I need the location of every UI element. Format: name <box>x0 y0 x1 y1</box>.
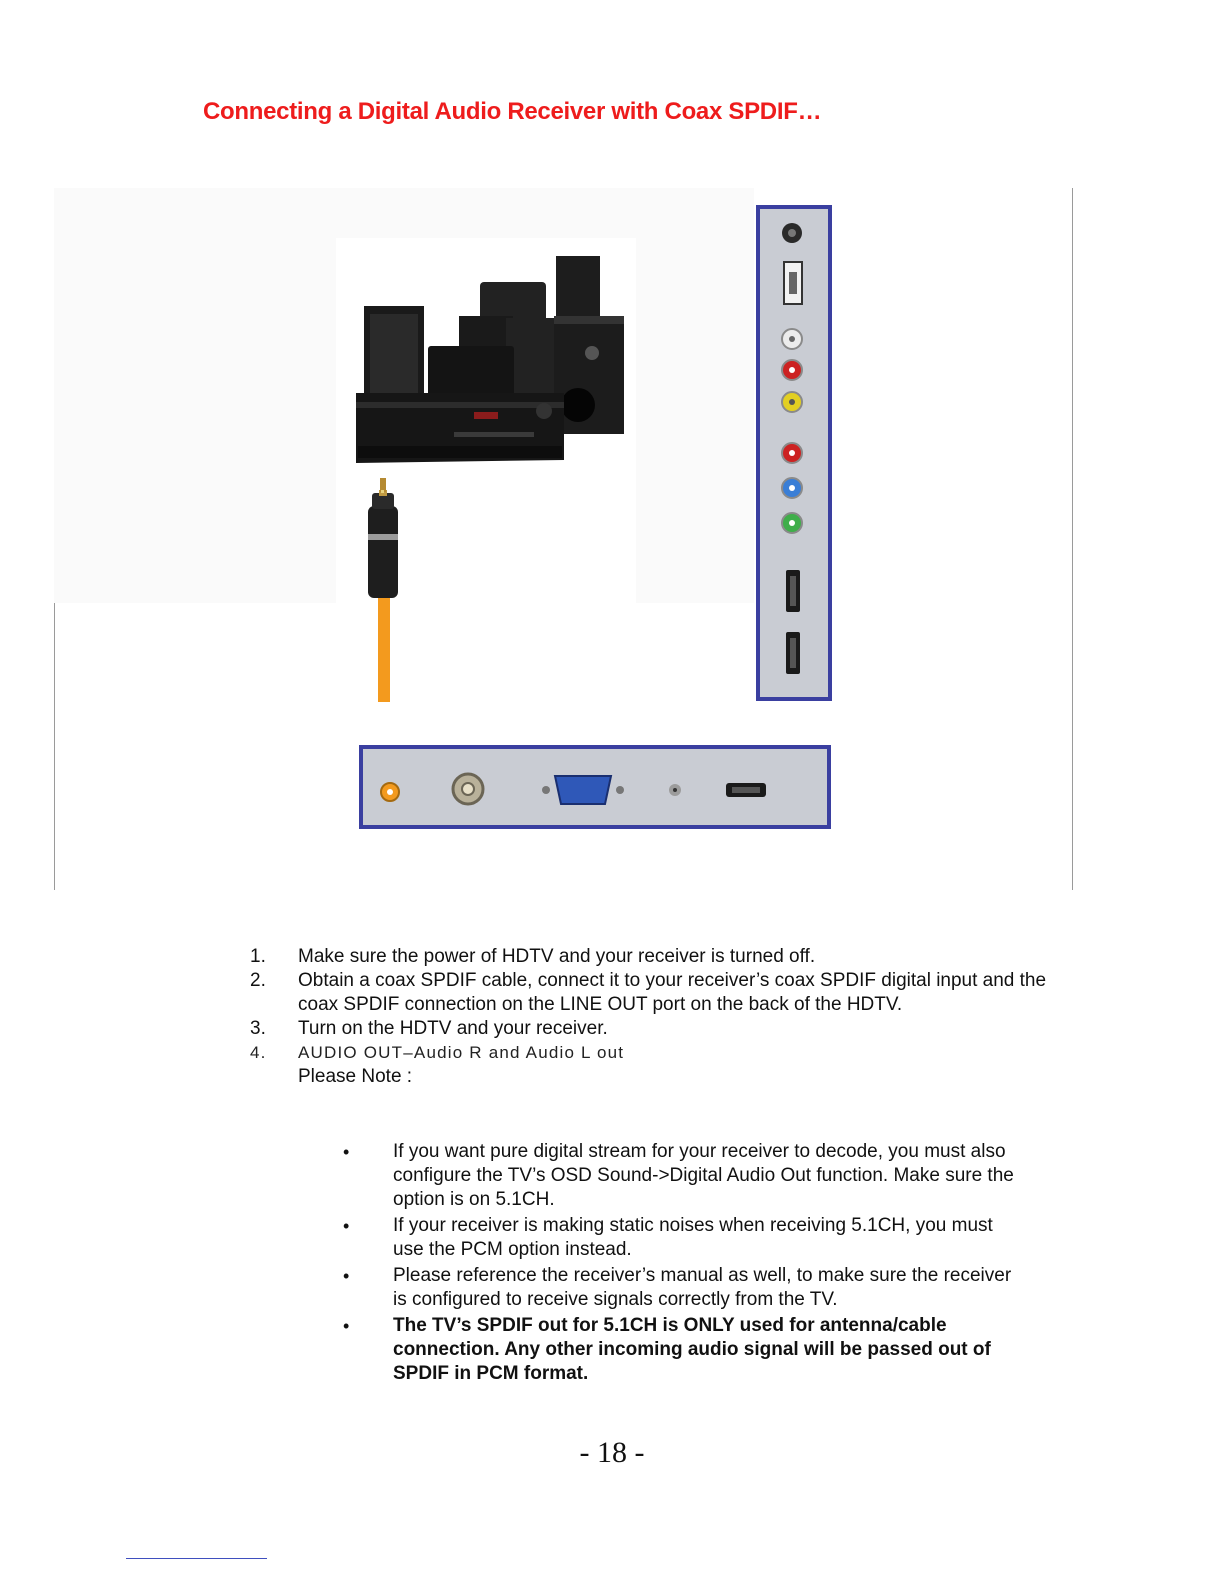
step-item <box>250 969 1050 1017</box>
step-text: Make sure the power of HDTV and your receiver is turned off. <box>298 946 816 967</box>
tv-rear-input-panel <box>361 747 829 827</box>
bullet-text: Please reference the receiver’s manual as well, to make sure the receiver is configured to receive signals correctly from the TV. <box>393 1265 1012 1310</box>
bullet-text: If you want pure digital stream for your receiver to decode, you must also configure the TV’s OSD Sound->Digital Audio Out function. Make sure the option is on 5.1CH. <box>393 1141 1014 1210</box>
bullet-symbol: • <box>343 1266 350 1286</box>
step-text: AUDIO OUT–Audio R and Audio L out <box>298 1043 625 1062</box>
note-bullets <box>343 1140 1023 1388</box>
page-title: Connecting a Digital Audio Receiver with Coax SPDIF… <box>203 98 822 125</box>
bullet-symbol: • <box>343 1316 350 1336</box>
figure-right-border <box>1072 188 1073 890</box>
instruction-steps <box>250 945 1050 1089</box>
step-item <box>250 945 1050 969</box>
bullet-symbol: • <box>343 1142 350 1162</box>
bullet-item-warning <box>343 1314 1023 1386</box>
page-number: - 18 - <box>579 1436 645 1469</box>
connection-diagram <box>54 188 1072 890</box>
step-number: 2. <box>250 970 266 991</box>
coax-rca-cable-image <box>368 478 398 702</box>
bullet-item <box>343 1264 1023 1312</box>
footer-divider <box>126 1558 267 1559</box>
note-label: Please Note : <box>298 1066 413 1087</box>
step-number: 4. <box>250 1043 267 1062</box>
step-text: Obtain a coax SPDIF cable, connect it to your receiver’s coax SPDIF digital input and the coax SPDIF connection on the LINE OUT port on the back of the HDTV. <box>298 970 1047 1015</box>
bullet-symbol: • <box>343 1216 350 1236</box>
tv-side-input-panel <box>758 207 830 699</box>
step-text: Turn on the HDTV and your receiver. <box>298 1018 608 1039</box>
step-item <box>250 1041 1050 1065</box>
step-item <box>250 1017 1050 1041</box>
bullet-item <box>343 1214 1023 1262</box>
step-number: 1. <box>250 946 266 967</box>
step-number: 3. <box>250 1018 266 1039</box>
bullet-text: The TV’s SPDIF out for 5.1CH is ONLY used for antenna/cable connection. Any other incoming audio signal will be passed out of SPDIF in PCM format. <box>393 1315 991 1384</box>
bullet-text: If your receiver is making static noises when receiving 5.1CH, you must use the PCM option instead. <box>393 1215 993 1260</box>
bullet-item <box>343 1140 1023 1212</box>
